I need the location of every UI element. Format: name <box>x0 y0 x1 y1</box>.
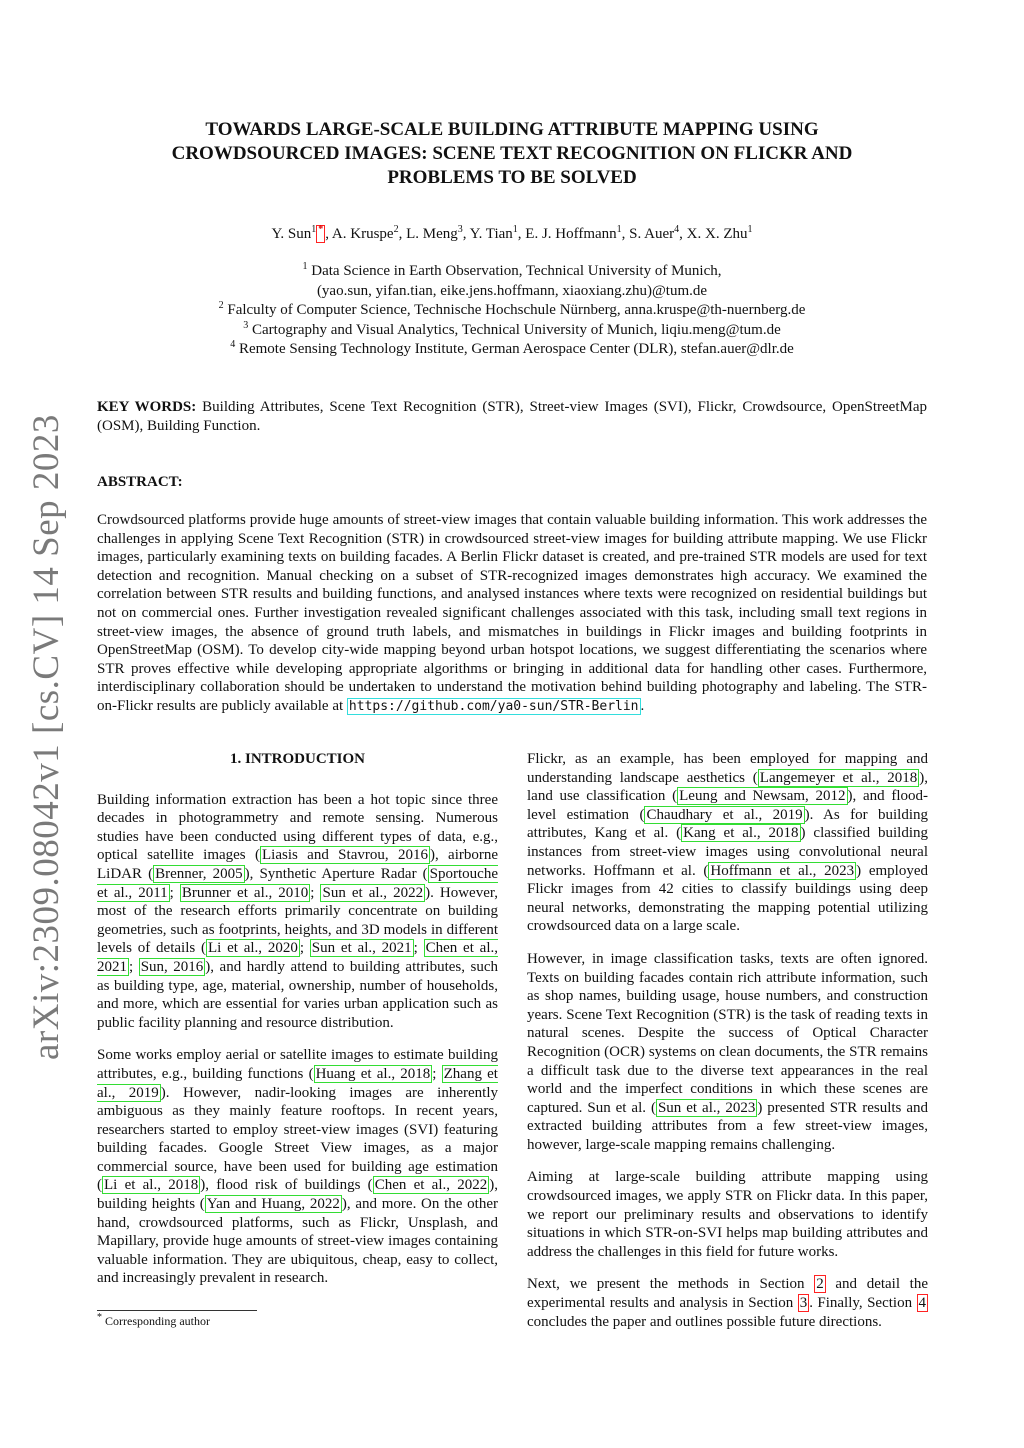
author-list <box>120 224 904 244</box>
affiliations <box>120 262 904 360</box>
arxiv-stamp: arXiv:2309.08042v1 [cs.CV] 14 Sep 2023 <box>26 414 67 1060</box>
citation-link[interactable]: Chaudhary et al., 2019 <box>646 806 803 823</box>
citation-link[interactable]: Brunner et al., 2010 <box>181 884 309 901</box>
citation-link[interactable]: Liasis and Stavrou, 2016 <box>262 847 428 864</box>
paragraph: Building information extraction has been a hot topic since three decades in photogrammetry and remote sensing. Numerous studies have been conducted using different types of data, e.g., optical satellite images ( Liasis and Stavrou, 2016 ), airborne LiDAR ( Brenner, 2005 ), Synthetic Aperture Radar ( Sportouche et al., 2011 ; Brunner et al., 2010 ; Sun et al., 2022 ). However, most of the research efforts primarily concentrate on building geometries, such as footprints, heights, and 3D models in different levels of details ( Li et al., 2020 ; Sun et al., 2021 ; Chen et al., 2021 ; Sun, 2016 ), and hardly attend to building attributes, such as building type, age, material, ownership, number of households, and more, which are essential for varies urban application such as public facility planning and resource distribution. <box>97 791 499 1031</box>
paper-title: TOWARDS LARGE-SCALE BUILDING ATTRIBUTE MAPPING USING CROWDSOURCED IMAGES: SCENE TEXT RECOGNITION ON FLICKR AND PROBLEMS TO BE SOLVED <box>171 119 853 188</box>
keywords-label: KEY WORDS: <box>97 399 197 415</box>
citation-link[interactable]: Sun, 2016 <box>140 958 204 975</box>
author-affil-sup: 2 <box>393 224 399 235</box>
citation-link[interactable]: Li et al., 2018 <box>104 1177 199 1194</box>
author-name: , S. Auer <box>621 226 675 242</box>
citation-link[interactable]: Hoffmann et al., 2023 <box>710 862 855 879</box>
author-name: , Y. Tian <box>462 226 513 242</box>
section-ref-link[interactable]: 3 <box>799 1295 808 1312</box>
citation-link[interactable]: Sun et al., 2021 <box>311 940 412 957</box>
affiliation-line: $^3$ Cartography and Visual Analytics, Technical University of Munich, liqiu.meng@tum.de <box>243 319 781 338</box>
author-name: , A. Kruspe <box>325 226 394 242</box>
keywords-text: Building Attributes, Scene Text Recognition (STR), Street-view Images (SVI), Flickr, Crowdsource, OpenStreetMap (OSM), Building Function. <box>97 399 927 434</box>
paragraph: Aiming at large-scale building attribute mapping using crowdsourced images, we apply STR on Flickr data. In this paper, we report our preliminary results and observations to identify situations in which STR-on-SVI helps map building attributes and address the challenges in this field for future works. <box>527 1169 928 1260</box>
keywords <box>97 398 927 435</box>
footnote: * Corresponding author <box>97 1312 210 1328</box>
paragraph: However, in image classification tasks, texts are often ignored. Texts on building facades contain rich attribute information, such as shop names, building usage, house numbers, and construction years. Scene Text Recognition (STR) is the task of reading texts in natural scenes. Despite the success of Optical Character Recognition (OCR) systems on clean documents, the STR remains a difficult task due to the diverse text appearances in the real world and the imperfect conditions in which these scenes are captured. Sun et al. ( Sun et al., 2023 ) presented STR results and extracted building attributes from a few street-view images, however, large-scale mapping remains challenging. <box>527 950 928 1153</box>
author-affil-sup: 1 <box>616 224 622 235</box>
affiliation-line: (yao.sun, yifan.tian, eike.jens.hoffmann, xiaoxiang.zhu)@tum.de <box>316 282 708 299</box>
citation-link[interactable]: Chen et al., 2021 <box>97 940 498 975</box>
author-name: , E. J. Hoffmann <box>517 226 617 242</box>
author-affil-sup: 1 <box>747 224 753 235</box>
paragraph: Some works employ aerial or satellite images to estimate building attributes, e.g., building functions ( Huang et al., 2018 ; Zhang et al., 2019 ). However, nadir-looking images are inherently ambiguous as they mainly feature rooftops. In recent years, researchers started to employ street-view images (SVI) featuring building facades. Google Street View images, as a major commercial source, have been used for building age estimation ( Li et al., 2018 ), flood risk of buildings ( Chen et al., 2022 ), building heights ( Yan and Huang, 2022 ), and more. On the other hand, crowdsourced platforms, such as Flickr, Unsplash, and Mapillary, provide huge amounts of street-view images containing valuable information. They are ubiquitous, cheap, easy to collect, and increasingly prevalent in research. <box>97 1047 499 1287</box>
citation-link[interactable]: Langemeyer et al., 2018 <box>759 769 918 786</box>
affiliation-line: $^4$ Remote Sensing Technology Institute, German Aerospace Center (DLR), stefan.auer@dlr.de <box>230 339 794 357</box>
author-name: , L. Meng <box>398 226 458 242</box>
citation-link[interactable]: Brenner, 2005 <box>155 865 243 882</box>
abstract-body: Crowdsourced platforms provide huge amounts of street-view images that contain valuable building information. This work addresses the challenges in applying Scene Text Recognition (STR) in crowdsourced street-view images for building attribute mapping. We use Flickr images, particularly examining texts on building facades. A Berlin Flickr dataset is created, and pre-trained STR models are used for text detection and recognition. Manual checking on a subset of STR-recognized images demonstrates high accuracy. We examined the correlation between STR results and building functions, and analysed instances where texts were recognized on residential buildings but not on commercial ones. Further investigation revealed significant challenges associated with this task, including small text regions in street-view images, the absence of ground truth labels, and mismatches in buildings in Flickr images and building footprints in OpenStreetMap (OSM). To develop city-wide mapping beyond urban hotspot locations, we suggest differentiating the scenarios where STR proves effective while developing appropriate algorithms or bringing in additional data for handling other cases. Furthermore, interdisciplinary collaboration should be undertaken to understand the motivation behind building photography and labeling. The STR-on-Flickr results are publicly available at https://github.com/ya0-sun/STR-Berlin . <box>97 512 927 714</box>
left-column <box>97 750 498 1302</box>
paragraph: Next, we present the methods in Section 2 and detail the experimental results and analysis in Section 3 . Finally, Section 4 concludes the paper and outlines possible future directions. <box>527 1276 929 1330</box>
author-name: , X. X. Zhu <box>679 226 748 242</box>
footnote-rule <box>97 1310 257 1311</box>
section-ref-link[interactable]: 4 <box>918 1295 926 1312</box>
paragraph: Flickr, as an example, has been employed for mapping and understanding landscape aesthetics ( Langemeyer et al., 2018 ), land use classification ( Leung and Newsam, 2012 ), and flood-level estimation ( Chaudhary et al., 2019 ). As for building attributes, Kang et al. ( Kang et al., 2018 ) classified building instances from street-view images using convolutional neural networks. Hoffmann et al. ( Hoffmann et al., 2023 ) employed Flickr images from 42 cities to classify buildings using deep neural networks, demonstrating the mapping potential utilizing crowdsourced data on a large scale. <box>527 751 928 935</box>
section-ref-link[interactable]: 2 <box>816 1276 824 1293</box>
author-affil-sup: 4 <box>674 224 680 235</box>
citation-link[interactable]: Kang et al., 2018 <box>683 825 799 842</box>
citation-link[interactable]: Chen et al., 2022 <box>374 1177 488 1194</box>
github-url-link[interactable]: https://github.com/ya0-sun/STR-Berlin <box>348 698 639 714</box>
citation-link[interactable]: Yan and Huang, 2022 <box>206 1196 340 1213</box>
corresponding-author-link[interactable]: * <box>316 225 325 243</box>
citation-link[interactable]: Li et al., 2020 <box>208 940 298 957</box>
citation-link[interactable]: Leung and Newsam, 2012 <box>679 788 846 805</box>
abstract-heading: ABSTRACT: <box>97 474 183 490</box>
author-affil-sup: 1 <box>512 224 518 235</box>
section-heading-introduction: 1. INTRODUCTION <box>229 751 365 767</box>
citation-link[interactable]: Zhang et al., 2019 <box>97 1065 498 1101</box>
citation-link[interactable]: Sportouche et al., 2011 <box>97 865 498 901</box>
affiliation-line: $^2$ Falculty of Computer Science, Technische Hochschule Nürnberg, anna.kruspe@th-nuernberg.de <box>218 300 806 318</box>
citation-link[interactable]: Sun et al., 2022 <box>322 884 424 901</box>
author-name: Y. Sun <box>271 226 312 242</box>
author-affil-sup: 1 <box>311 224 317 235</box>
right-column <box>527 750 928 1345</box>
citation-link[interactable]: Sun et al., 2023 <box>657 1099 756 1116</box>
affiliation-line: $^1$ Data Science in Earth Observation, Technical University of Munich, <box>302 261 722 279</box>
author-affil-sup: 3 <box>457 224 463 235</box>
citation-link[interactable]: Huang et al., 2018 <box>315 1065 431 1082</box>
